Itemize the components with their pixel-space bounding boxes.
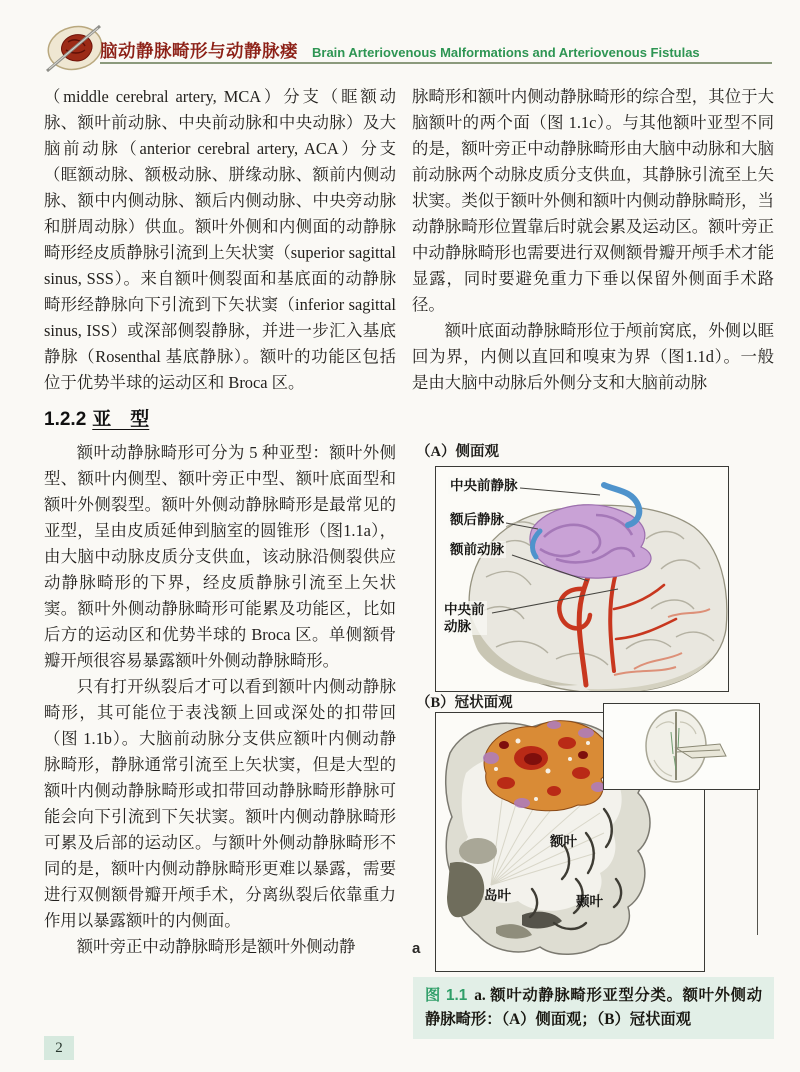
label-frontal-lobe: 额叶 — [550, 834, 577, 849]
page-number: 2 — [44, 1036, 74, 1060]
label-posterior-frontal-vein: 额后静脉 — [450, 512, 504, 527]
brain-lateral-illustration — [436, 467, 728, 691]
section-heading — [44, 407, 396, 433]
paragraph: 额叶旁正中动静脉畸形是额叶外侧动静 — [76, 937, 356, 956]
inset-connector-line — [757, 789, 758, 935]
paragraph: 脉畸形和额叶内侧动静脉畸形的综合型，其位于大脑额叶的两个面（图 1.1c）。与其他额叶亚型不同的是，额叶旁正中动静脉畸形由大脑中动脉和大脑前动脉两个动脉皮质分支供血，其静脉引流至上矢状窦。类似于额叶外侧和额叶内侧动静脉畸形，当动静脉畸形位置靠后时就会累及运动区。额叶旁正中动静脉畸形也需要进行双侧额骨瓣开颅手术才能显露，同时要避免重力下垂以保留外侧面手术路径。 — [412, 87, 774, 314]
subfigure-letter: a — [412, 940, 421, 957]
figure-a-lateral-view — [435, 466, 729, 692]
figure-caption-text: a. 额叶动静脉畸形亚型分类。额叶外侧动静脉畸形：（A）侧面观；（B）冠状面观 — [425, 987, 762, 1028]
right-text-column — [412, 84, 774, 396]
label-precentral-artery: 中央前 动脉 — [444, 602, 485, 634]
section-title: 亚 型 — [92, 409, 150, 430]
publisher-logo-icon — [40, 20, 108, 76]
label-precentral-vein: 中央前静脉 — [450, 478, 518, 493]
paragraph: （middle cerebral artery, MCA）分支（眶额动脉、额叶前动脉、中央前动脉和中央动脉）及大脑前动脉（anterior cerebral artery, ACA）分支（眶额动脉、额极动脉、胼缘动脉、额前内侧动脉、额中内侧动脉、额后内侧动脉、中央旁动脉和胼周动脉）供血。额叶外侧和内侧面的动静脉畸形经皮质静脉引流到上矢状窦（superior sagittal sinus, SSS）。来自额叶侧裂面和基底面的动静脉畸形经静脉向下引流到下矢状窦（inferior sagittal sinus, ISS）或深部侧裂静脉，并进一步汇入基底静脉（Rosenthal 基底静脉）。额叶的功能区包括位于优势半球的运动区和 Broca 区。 — [44, 87, 396, 392]
page-header — [100, 38, 700, 63]
figure-caption — [413, 977, 774, 1039]
label-insula: 岛叶 — [484, 888, 511, 903]
label-temporal-lobe: 颞叶 — [576, 894, 603, 909]
panel-b-label: （B）冠状面观 — [416, 695, 513, 711]
label-anterior-frontal-artery: 额前动脉 — [450, 542, 504, 557]
book-title-chinese: 脑动静脉畸形与动静脉瘘 — [100, 41, 298, 61]
paragraph: 额叶动静脉畸形可分为 5 种亚型：额叶外侧型、额叶内侧型、额叶旁正中型、额叶底面型和额叶外侧裂型。额叶外侧动静脉畸形是最常见的亚型，呈由皮质延伸到脑室的圆锥形（图1.1a），由大脑中动脉皮质分支供血，该动脉沿侧裂供应动静脉畸形的下界，经皮质静脉引流至上矢状窦。额叶外侧动静脉畸形可能累及功能区，比如后方的运动区和优势半球的 Broca 区。单侧额骨瓣开颅很容易暴露额叶外侧动静脉畸形。 — [44, 443, 396, 670]
paragraph: 额叶底面动静脉畸形位于颅前窝底，外侧以眶回为界，内侧以直回和嗅束为界（图1.1d）。一般是由大脑中动脉后外侧分支和大脑前动脉 — [412, 321, 774, 392]
figure-caption-number: 图 1.1 — [425, 987, 468, 1004]
book-title-english: Brain Arteriovenous Malformations and Arteriovenous Fistulas — [312, 45, 700, 60]
panel-a-label: （A）侧面观 — [416, 444, 499, 460]
left-text-column — [44, 84, 396, 960]
paragraph: 只有打开纵裂后才可以看到额叶内侧动静脉畸形，其可能位于表浅额上回或深处的扣带回（图 1.1b）。大脑前动脉分支供应额叶内侧动静脉畸形，静脉通常引流至上矢状窦，但是大型的额叶内侧动静脉畸形或扣带回动静脉畸形静脉可能会向下引流到下矢状窦。额叶内侧动静脉畸形可累及后部的运动区。与额叶外侧动静脉畸形不同的是，额叶内侧动静脉畸形更难以暴露，需要进行双侧额骨瓣开颅手术，分离纵裂后依靠重力作用以暴露额叶的内侧面。 — [44, 677, 396, 930]
section-number: 1.2.2 — [44, 409, 87, 430]
header-divider — [100, 62, 772, 64]
slice-orientation-inset — [603, 703, 760, 790]
